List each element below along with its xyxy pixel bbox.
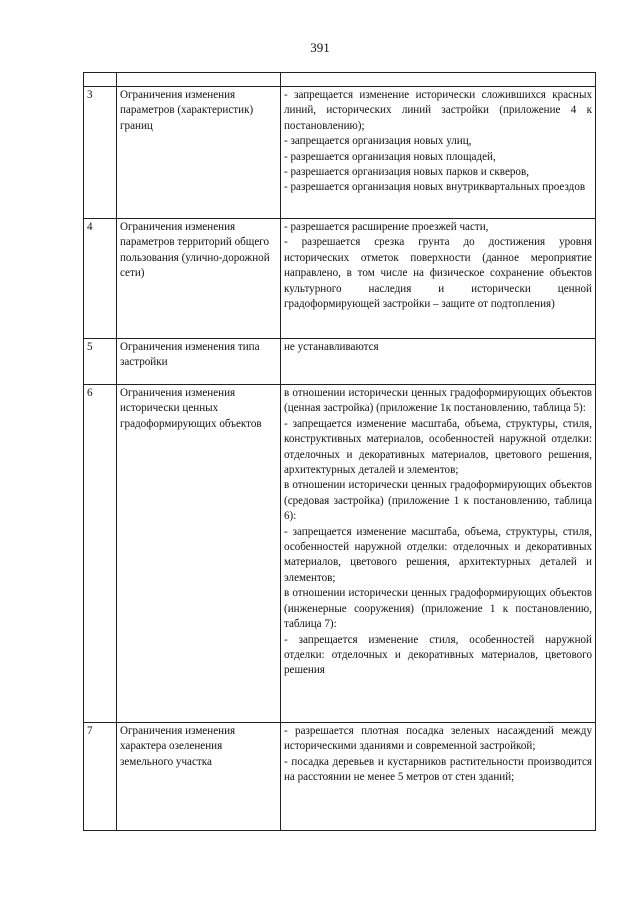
description-line: не устанавливаются [284, 341, 379, 353]
description-line: - посадка деревьев и кустарников растительности производится на расстоянии не менее 5 метров от стен зданий; [284, 755, 592, 784]
table-row [84, 219, 596, 339]
description-line: - разрешается организация новых внутриквартальных проездов [284, 181, 586, 194]
description-line: - разрешается плотная посадка зеленых насаждений между историческими зданиями и современной застройкой; [284, 725, 592, 753]
description-line: - разрешается срезка грунта до достижения уровня исторических отметок поверхности (данное мероприятие направлено, в том числе на физическое сохранение объектов культурного наследия и исторически ценной градоформирующей застройки – защите от подтопления) [284, 236, 592, 311]
restriction-description [281, 219, 596, 339]
description-line: - разрешается расширение проезжей части, [284, 221, 489, 233]
description-line: - разрешается организация новых площадей, [284, 150, 496, 163]
description-line: в отношении исторически ценных градоформирующих объектов (ценная застройка) (приложение 1к постановлению, таблица 5): [284, 387, 592, 415]
description-line: - запрещается изменение исторически сложившихся красных линий, исторических линий застройки (приложение 4 к постановлению); [284, 89, 592, 132]
row-number: 4 [84, 219, 117, 339]
description-line: - запрещается изменение стиля, особенностей наружной отделки: отделочных и декоративных материалов, цветового решения [284, 633, 592, 677]
regulations-table [83, 72, 596, 831]
table-header-row [84, 73, 596, 87]
restriction-parameter: Ограничения изменения параметров территорий общего пользования (улично-дорожной сети) [117, 219, 281, 339]
table-row [84, 385, 596, 723]
table-row [84, 723, 596, 831]
description-line: в отношении исторически ценных градоформирующих объектов (средовая застройка) (приложение 1 к постановлению, таблица 6): [284, 479, 592, 523]
description-line: - запрещается изменение масштаба, объема, структуры, стиля, особенностей наружной отделки: отделочных и декоративных материалов, цветового решения, архитектурных деталей и элементов; [284, 525, 592, 584]
restriction-parameter: Ограничения изменения параметров (характеристик) границ [117, 87, 281, 219]
table-cell [84, 73, 117, 87]
restriction-description [281, 385, 596, 723]
restriction-description [281, 723, 596, 831]
page-number: 391 [310, 40, 330, 55]
table-cell [117, 73, 281, 87]
table-cell [281, 73, 596, 87]
description-line: в отношении исторически ценных градоформирующих объектов (инженерные сооружения) (приложение 1 к постановлению, таблица 7): [284, 587, 592, 631]
row-number: 3 [84, 87, 117, 219]
description-line: - разрешается организация новых парков и скверов, [284, 166, 529, 179]
restriction-parameter: Ограничения изменения исторически ценных градоформирующих объектов [117, 385, 281, 723]
description-line: - запрещается организация новых улиц, [284, 135, 472, 148]
restriction-description [281, 87, 596, 219]
table-row [84, 87, 596, 219]
restriction-parameter: Ограничения изменения характера озеленения земельного участка [117, 723, 281, 831]
restriction-parameter: Ограничения изменения типа застройки [117, 339, 281, 385]
description-line: - запрещается изменение масштаба, объема, структуры, стиля, конструктивных материалов, особенностей наружной отделки: отделочных и декоративных материалов, цветового решения, архитектурных деталей и элементов; [284, 417, 592, 477]
table-row [84, 339, 596, 385]
restriction-description [281, 339, 596, 385]
row-number: 6 [84, 385, 117, 723]
row-number: 7 [84, 723, 117, 831]
row-number: 5 [84, 339, 117, 385]
